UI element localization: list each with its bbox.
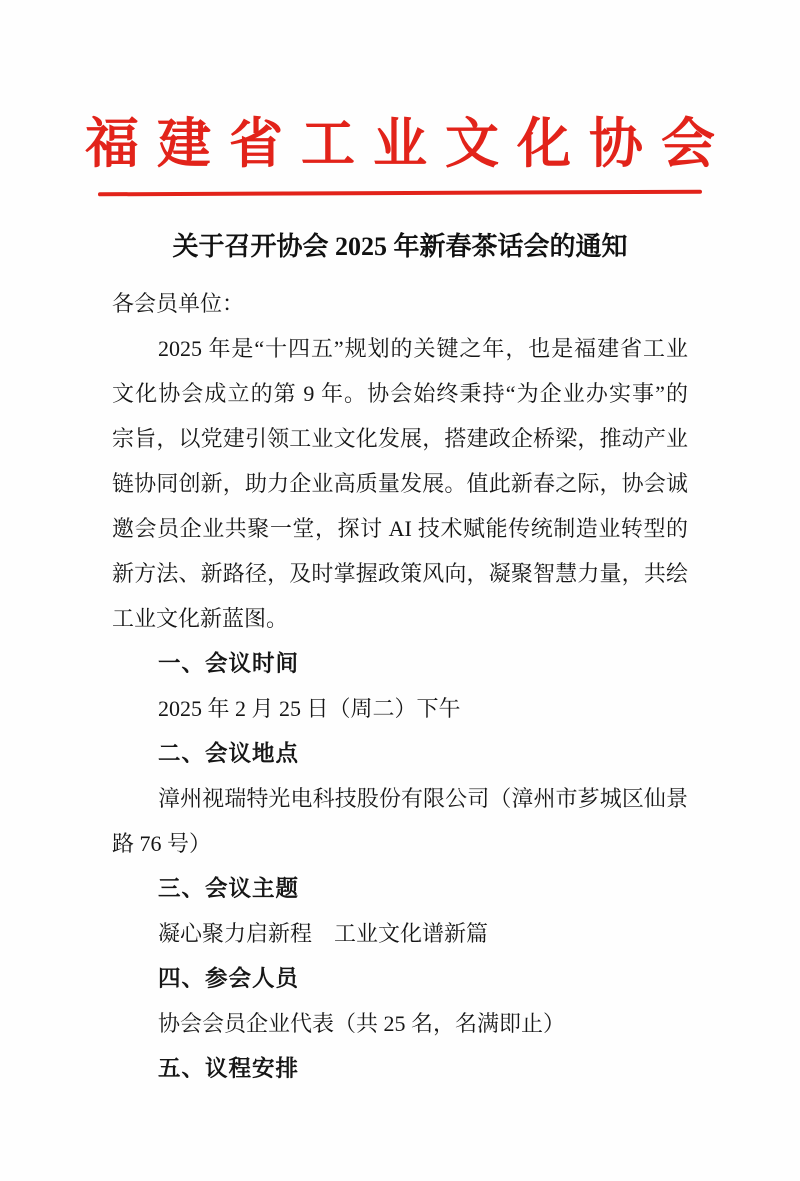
intro-line: 工业文化新蓝图。 [112,606,289,631]
intro-line: 宗旨，以党建引领工业文化发展，搭建政企桥梁，推动产业 [112,426,688,451]
intro-line: 链协同创新，助力企业高质量发展。值此新春之际，协会诚 [112,471,688,496]
section-heading-meeting-time: 一、会议时间 [158,651,300,676]
section-heading-attendees: 四、参会人员 [158,966,300,991]
document-title: 关于召开协会 2025 年新春茶话会的通知 [172,232,628,261]
letterhead-org-name: 福建省工业文化协会 [85,114,733,174]
intro-line: 2025 年是“十四五”规划的关键之年，也是福建省工业 [158,336,688,361]
section-heading-meeting-location: 二、会议地点 [158,741,300,766]
intro-line: 邀会员企业共聚一堂，探讨 AI 技术赋能传统制造业转型的 [112,516,688,541]
section-line-meeting-time: 2025 年 2 月 25 日（周二）下午 [158,696,461,721]
letterhead-divider [98,190,702,197]
section-line-attendees: 协会会员企业代表（共 25 名，名满即止） [158,1011,566,1036]
section-heading-agenda: 五、议程安排 [158,1056,300,1081]
section-line-meeting-theme: 凝心聚力启新程 工业文化谱新篇 [158,921,489,946]
salutation: 各会员单位： [112,291,245,316]
document-body [0,281,800,1091]
intro-line: 新方法、新路径，及时掌握政策风向，凝聚智慧力量，共绘 [112,561,688,586]
section-line-meeting-location: 路 76 号） [112,831,212,856]
intro-line: 文化协会成立的第 9 年。协会始终秉持“为企业办实事”的 [112,381,688,406]
section-heading-meeting-theme: 三、会议主题 [158,876,300,901]
section-line-meeting-location: 漳州视瑞特光电科技股份有限公司（漳州市芗城区仙景 [158,786,688,811]
